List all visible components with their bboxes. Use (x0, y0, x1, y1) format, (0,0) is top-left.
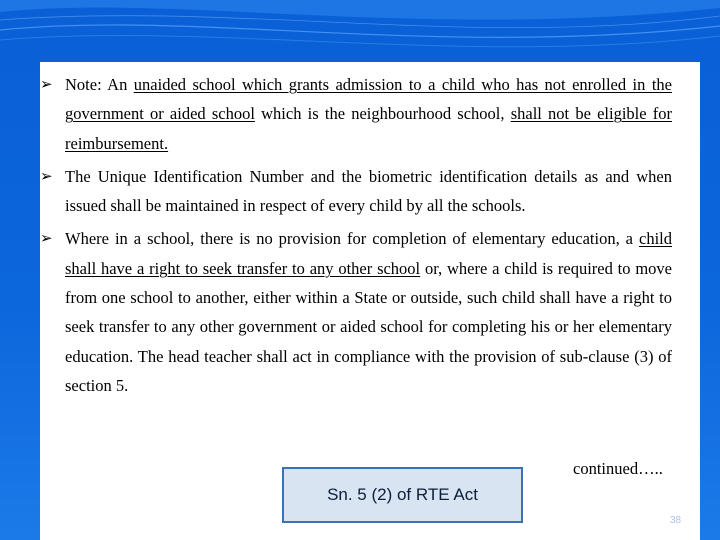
reference-label: Sn. 5 (2) of RTE Act (327, 485, 478, 504)
content-panel (40, 62, 700, 540)
bullet-list (40, 70, 700, 404)
bullet-item (40, 224, 672, 400)
arrow-bullet-icon: ➢ (40, 75, 53, 93)
arrow-bullet-icon: ➢ (40, 166, 53, 185)
bullet-text: Note: An (65, 75, 134, 94)
underlined-text: unaided school which grants admission to a child who has not enrolled in the government or aided school (65, 75, 672, 124)
page-number: 38 (670, 515, 682, 526)
bullet-text: or, where a child is required to move from one school to another, either within a State or outside, such child shall have a right to seek transfer to any other government or aided school for completing his or her elementary education. The head teacher shall act in compliance with the provision of sub-clause (3) of section 5. (65, 258, 672, 395)
underlined-text: child shall have a right to seek transfer to any other school (65, 229, 672, 278)
bullet-text: which is the neighbourhood school, (254, 104, 511, 124)
continued-text: continued….. (573, 459, 663, 478)
header-wave-band (0, 0, 720, 60)
bullet-item (40, 162, 672, 221)
arrow-bullet-icon: ➢ (40, 229, 53, 248)
bullet-item (40, 70, 672, 158)
reference-box (282, 467, 523, 523)
bullet-text: Where in a school, there is no provision for completion of elementary education, a (65, 229, 639, 249)
bullet-text: The Unique Identification Number and the biometric identification details as and when issued shall be maintained in respect of every child by all the schools. (65, 166, 672, 216)
wave-decoration (0, 0, 720, 60)
underlined-text: shall not be eligible for reimbursement. (65, 104, 673, 153)
